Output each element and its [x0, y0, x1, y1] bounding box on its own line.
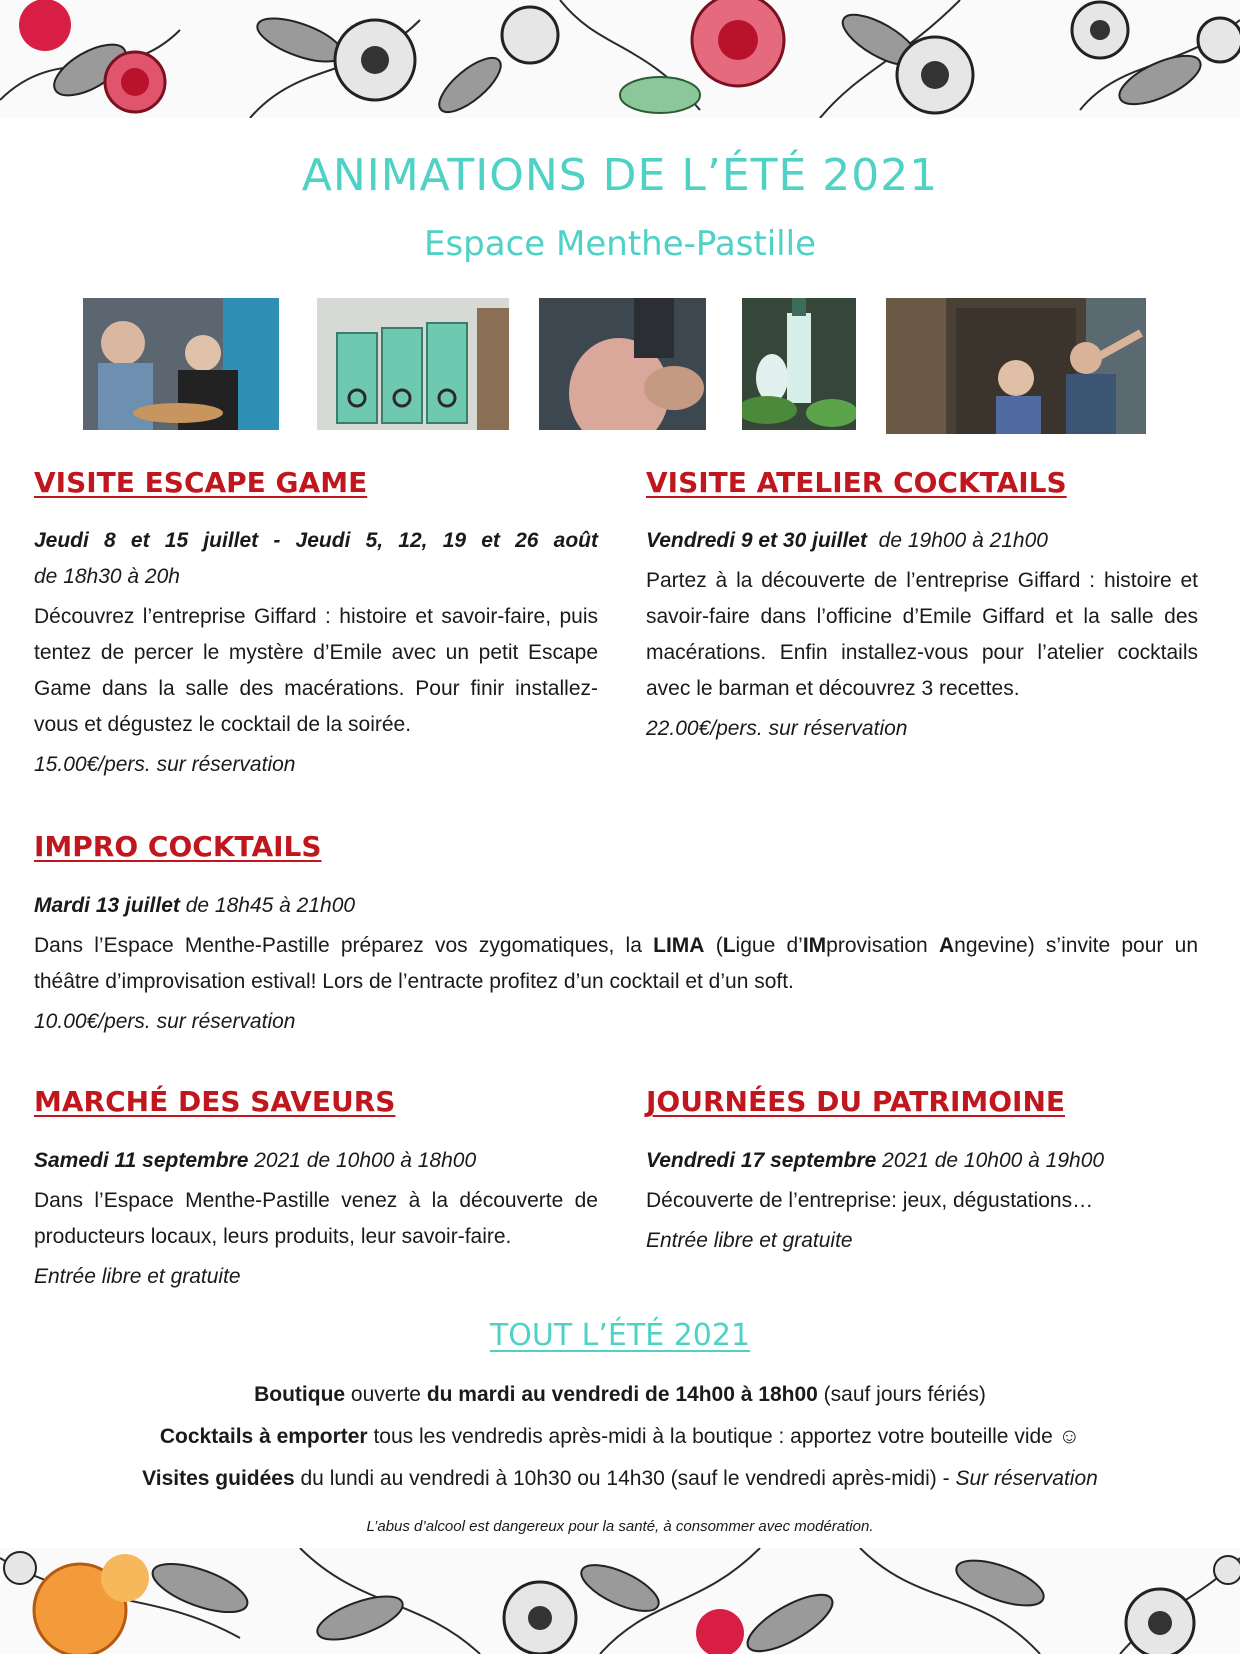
impro-text-4: provisation [826, 934, 939, 957]
visites-guidees-text: du lundi au vendredi à 10h30 ou 14h30 (sauf le vendredi après-midi) - [294, 1467, 956, 1490]
escape-game-description: Découvrez l’entreprise Giffard : histoire et savoir-faire, puis tentez de percer le mystère d’Emile avec un petit Escape Game dans la salle des macérations. Pour finir installez-vous et dégustez le cocktail de la soirée. [34, 605, 598, 736]
page-title: ANIMATIONS DE L’ÉTÉ 2021 [301, 150, 939, 201]
boutique-text-2: (sauf jours fériés) [817, 1383, 986, 1406]
impro-a: A [938, 934, 955, 957]
impro-cocktails-heading: IMPRO COCKTAILS [34, 830, 322, 863]
visites-guidees-reservation: Sur réservation [955, 1467, 1098, 1490]
escape-game-date [34, 523, 598, 559]
escape-game-time: de 18h30 à 20h [34, 565, 180, 588]
impro-im: IM [802, 934, 827, 957]
escape-game-photo [83, 298, 279, 430]
journees-patrimoine-block [646, 1143, 1198, 1259]
cocktail-photo [742, 298, 856, 430]
atelier-cocktails-date [646, 523, 1198, 559]
visites-guidees-info [0, 1467, 1240, 1491]
boutique-label: Boutique [254, 1383, 346, 1406]
atelier-cocktails-time: de 19h00 à 21h00 [878, 529, 1048, 552]
visites-guidees-label: Visites guidées [142, 1467, 295, 1490]
marche-saveurs-date [34, 1143, 598, 1179]
cocktails-emporter-text: tous les vendredis après-midi à la boutique : apportez votre bouteille vide ☺ [367, 1425, 1081, 1448]
atelier-cocktails-description: Partez à la découverte de l’entreprise Giffard : histoire et savoir-faire dans l’officine d’Emile Giffard et la salle des macérations. Enfin installez-vous pour l’atelier cocktails avec le barman et découvrez 3 recettes. [646, 569, 1198, 700]
marche-saveurs-price: Entrée libre et gratuite [34, 1265, 241, 1288]
bottle-photo [539, 298, 706, 430]
atelier-cocktails-price: 22.00€/pers. sur réservation [646, 717, 908, 740]
marche-saveurs-heading: MARCHÉ DES SAVEURS [34, 1085, 396, 1118]
impro-l: L [722, 934, 736, 957]
impro-text-1: Dans l’Espace Menthe-Pastille préparez vos zygomatiques, la [34, 934, 654, 957]
cocktails-emporter-label: Cocktails à emporter [159, 1425, 368, 1448]
atelier-cocktails-heading: VISITE ATELIER COCKTAILS [646, 466, 1067, 499]
journees-patrimoine-heading: JOURNÉES DU PATRIMOINE [646, 1085, 1066, 1118]
journees-patrimoine-description: Découverte de l’entreprise: jeux, dégustations… [646, 1189, 1094, 1212]
page-subtitle: Espace Menthe-Pastille [423, 224, 816, 264]
tout-ete-heading: TOUT L’ÉTÉ 2021 [489, 1318, 751, 1353]
boutique-hours: du mardi au vendredi de 14h00 à 18h00 [426, 1383, 818, 1406]
marche-saveurs-description: Dans l’Espace Menthe-Pastille venez à la découverte de producteurs locaux, leurs produits, leur savoir-faire. [34, 1189, 598, 1248]
journees-patrimoine-time: 2021 de 10h00 à 19h00 [882, 1149, 1105, 1172]
impro-text-2: ( [704, 934, 723, 957]
cocktails-emporter-info [0, 1425, 1240, 1449]
boutique-text-1: ouverte [345, 1383, 427, 1406]
escape-game-price: 15.00€/pers. sur réservation [34, 753, 296, 776]
bottom-floral-banner [0, 1548, 1240, 1654]
atelier-cocktails-block [646, 523, 1198, 747]
top-floral-banner [0, 0, 1240, 118]
impro-text-3: igue d’ [735, 934, 803, 957]
journees-patrimoine-date-bold: Vendredi 17 septembre [646, 1149, 877, 1172]
impro-cocktails-time: de 18h45 à 21h00 [185, 894, 356, 917]
maceration-tanks-photo [317, 298, 509, 430]
escape-game-block [34, 523, 598, 783]
impro-cocktails-date-bold: Mardi 13 juillet [34, 894, 180, 917]
journees-patrimoine-date [646, 1143, 1198, 1179]
impro-cocktails-date [34, 888, 1198, 924]
escape-game-date-bold: Jeudi 8 et 15 juillet - Jeudi 5, 12, 19 et 26 août [34, 529, 598, 552]
marche-saveurs-date-bold: Samedi 11 septembre [34, 1149, 249, 1172]
impro-text-5: ngevine) s’invite pour un théâtre d’improvisation estival! Lors de l’entracte profitez d’un cocktail et d’un soft. [34, 934, 1198, 993]
marche-saveurs-time: 2021 de 10h00 à 18h00 [254, 1149, 477, 1172]
impro-cocktails-price: 10.00€/pers. sur réservation [34, 1010, 296, 1033]
impro-lima: LIMA [653, 934, 705, 957]
escape-game-heading: VISITE ESCAPE GAME [34, 466, 368, 499]
atelier-cocktails-date-bold: Vendredi 9 et 30 juillet [646, 529, 867, 552]
boutique-info [0, 1383, 1240, 1407]
journees-patrimoine-price: Entrée libre et gratuite [646, 1229, 853, 1252]
impro-cocktails-description [34, 928, 1198, 1000]
marche-saveurs-block [34, 1143, 598, 1295]
guided-visit-photo [886, 298, 1146, 434]
impro-cocktails-block [34, 888, 1198, 1040]
alcohol-disclaimer: L’abus d’alcool est dangereux pour la santé, à consommer avec modération. [366, 1518, 874, 1535]
